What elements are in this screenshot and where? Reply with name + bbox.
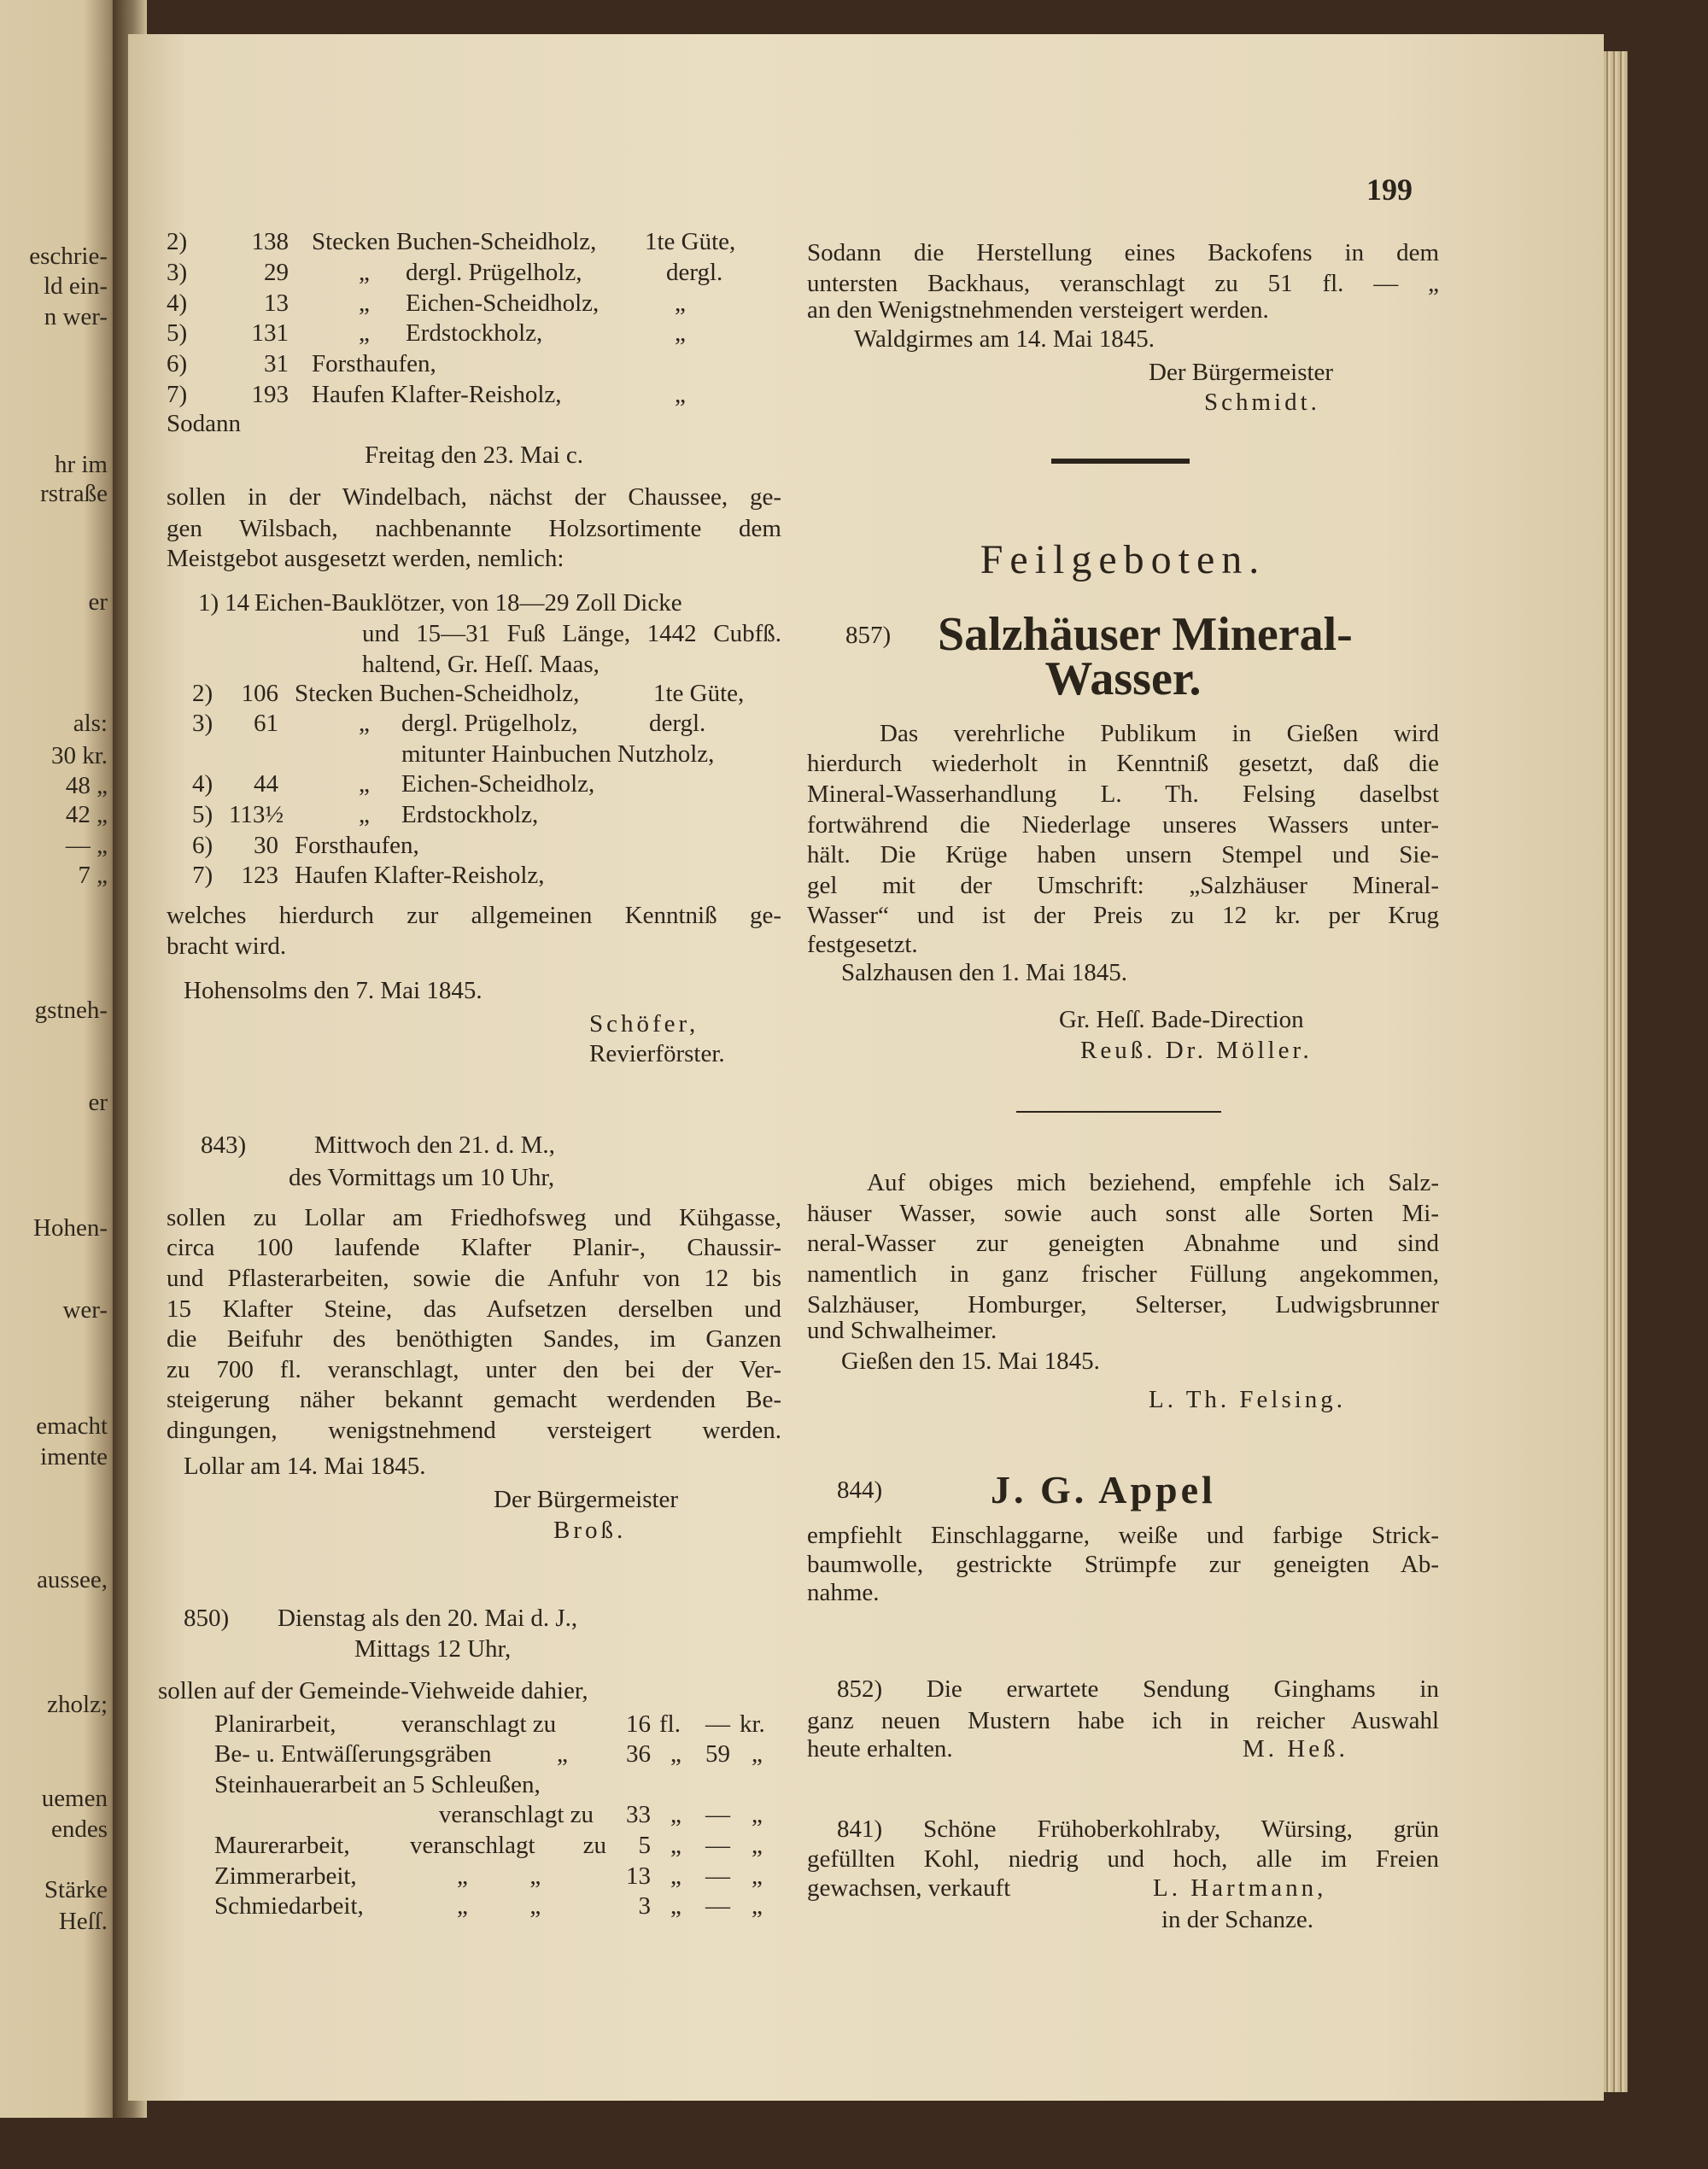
item-text: Eichen-Bauklötzer, von 18—29 Zoll Dicke — [254, 589, 682, 617]
fragment-line: imente — [40, 1443, 108, 1470]
place-date: Waldgirmes am 14. Mai 1845. — [854, 325, 1155, 353]
cost-unit: fl. — [659, 1710, 681, 1738]
cost-row-mid: veranschlagt zu — [410, 1832, 606, 1859]
text-line: bracht wird. — [167, 932, 287, 960]
item-quantity: 106 — [241, 680, 278, 707]
cost-unit: kr. — [740, 1710, 765, 1738]
text-line: ganz neuen Mustern habe ich in reicher Auswahl — [807, 1707, 1439, 1734]
cost-unit: „ — [752, 1832, 763, 1859]
item-quantity: 193 — [251, 381, 289, 408]
item-number: 5) — [167, 319, 188, 347]
text-line: Wasser“ und ist der Preis zu 12 kr. per Krug — [807, 902, 1439, 929]
fragment-line: endes — [50, 1815, 108, 1843]
cost-row-label: Steinhauerarbeit an 5 Schleußen, — [214, 1771, 541, 1798]
text-line: steigerung näher bekannt gemacht werdenden Be- — [167, 1386, 781, 1413]
text-line: Mineral-Wasserhandlung L. Th. Felsing daselbst — [807, 780, 1439, 808]
item-number: 2) — [192, 680, 214, 707]
place-date: Lollar am 14. Mai 1845. — [184, 1453, 426, 1480]
item-number: 7) — [167, 381, 188, 408]
cost-row-label: Zimmerarbeit, — [214, 1862, 357, 1890]
cost-unit: „ — [670, 1740, 681, 1768]
ditto-mark: „ — [359, 259, 370, 286]
text-line: an den Wenigstnehmenden versteigert werden. — [807, 296, 1269, 324]
cost-unit: „ — [670, 1892, 681, 1920]
signature-address: in der Schanze. — [1161, 1906, 1313, 1933]
item-text: dergl. Prügelholz, — [401, 710, 578, 737]
fragment-line: gstneh- — [34, 997, 108, 1024]
cost-unit: „ — [752, 1801, 763, 1828]
text-line: untersten Backhaus, veranschlagt zu 51 fl. — „ — [807, 270, 1439, 297]
item-text: Stecken Buchen-Scheidholz, — [312, 228, 597, 255]
text-line: welches hierdurch zur allgemeinen Kenntniß ge- — [167, 902, 781, 929]
item-grade: „ — [675, 289, 686, 317]
cost-unit: „ — [670, 1832, 681, 1859]
text-line: und Pflasterarbeiten, sowie die Anfuhr von 12 bis — [167, 1265, 781, 1292]
text-line: und Schwalheimer. — [807, 1317, 997, 1344]
item-number: 3) — [167, 259, 188, 286]
text-line: zu 700 fl. veranschlagt, unter den bei der Ver- — [167, 1356, 781, 1383]
cost-florin: 3 — [638, 1892, 651, 1920]
cost-row-mid: veranschlagt zu — [401, 1710, 557, 1738]
item-number: 6) — [167, 350, 188, 377]
signature: Schmidt. — [1204, 389, 1320, 416]
page-number: 199 — [1366, 172, 1413, 207]
text-line: haltend, Gr. Heſſ. Maas, — [362, 651, 600, 678]
place-date: Hohensolms den 7. Mai 1845. — [184, 977, 483, 1004]
signature-title: Gr. Heſſ. Bade-Direction — [1059, 1006, 1304, 1033]
cost-row-mid: veranschlagt zu — [438, 1801, 594, 1828]
item-grade: „ — [675, 381, 686, 408]
place-date: Salzhausen den 1. Mai 1845. — [841, 959, 1128, 986]
notice-number: 850) — [184, 1605, 230, 1632]
item-grade: „ — [675, 319, 686, 347]
fragment-line: 42 „ — [65, 801, 108, 828]
cost-row-mid: „ „ — [457, 1892, 541, 1920]
fragment-line: uemen — [41, 1785, 108, 1812]
signature: M. Heß. — [1243, 1735, 1348, 1763]
cost-row-label: Be- u. Entwäſſerungsgräben — [214, 1740, 492, 1768]
text-line: 15 Klafter Steine, das Aufsetzen derselben und — [167, 1295, 781, 1323]
fragment-line: emacht — [36, 1412, 108, 1440]
item-text: Erdstockholz, — [401, 801, 539, 828]
text-line: empfiehlt Einschlaggarne, weiße und farbige Strick- — [807, 1522, 1439, 1549]
item-grade: dergl. — [649, 710, 706, 737]
fragment-line: 30 kr. — [50, 742, 108, 769]
text-line: circa 100 laufende Klafter Planir-, Chaussir- — [167, 1234, 781, 1261]
cost-unit: „ — [752, 1862, 763, 1890]
left-page-fragment — [0, 0, 120, 2118]
cost-row-mid: „ — [557, 1740, 568, 1768]
ditto-mark: „ — [359, 801, 370, 828]
text-line: hierdurch wiederholt in Kenntniß gesetzt, daß die — [807, 750, 1439, 777]
text-line: namentlich in ganz frischer Füllung angekommen, — [807, 1260, 1439, 1288]
cost-florin: 36 — [626, 1740, 651, 1768]
item-number: 5) — [192, 801, 214, 828]
fragment-line: Stärke — [44, 1876, 108, 1903]
ditto-mark: „ — [359, 710, 370, 737]
cost-florin: 13 — [626, 1862, 651, 1890]
fragment-line: rstraße — [40, 480, 108, 507]
cost-unit: „ — [752, 1892, 763, 1920]
fragment-line: 7 „ — [78, 862, 108, 889]
ditto-mark: „ — [359, 289, 370, 317]
item-number: 4) — [167, 289, 188, 317]
fragment-line: Heſſ. — [58, 1908, 108, 1935]
text-line: sollen zu Lollar am Friedhofsweg und Kühgasse, — [167, 1204, 781, 1231]
cost-row-label: Maurerarbeit, — [214, 1832, 350, 1859]
item-quantity: 113½ — [229, 801, 284, 828]
text-line: nahme. — [807, 1579, 880, 1606]
item-text: Erdstockholz, — [406, 319, 543, 347]
text-line: gel mit der Umschrift: „Salzhäuser Mineral- — [807, 872, 1439, 899]
text-line: Salzhäuser, Homburger, Selterser, Ludwigsbrunner — [807, 1291, 1439, 1318]
cost-unit: „ — [670, 1862, 681, 1890]
signature-title: Der Bürgermeister — [1149, 359, 1334, 386]
text-line: gen Wilsbach, nachbenannte Holzsortimente dem — [167, 515, 781, 542]
signature: Reuß. Dr. Möller. — [1080, 1037, 1313, 1064]
section-title: Feilgeboten. — [980, 537, 1266, 582]
item-text: Eichen-Scheidholz, — [401, 770, 595, 798]
item-number: 2) — [167, 228, 188, 255]
text-line: Das verehrliche Publikum in Gießen wird — [880, 720, 1439, 747]
fragment-line: hr im — [54, 451, 108, 478]
fragment-line: wer- — [62, 1296, 108, 1324]
item-number: 7) — [192, 862, 214, 889]
item-text: Haufen Klafter-Reisholz, — [295, 862, 545, 889]
cost-row-mid: „ „ — [457, 1862, 541, 1890]
text-line: hält. Die Krüge haben unsern Stempel und Sie- — [807, 841, 1439, 868]
text-line: die Beifuhr des benöthigten Sandes, im Ganzen — [167, 1325, 781, 1353]
item-text: Forsthaufen, — [295, 832, 419, 859]
fragment-line: n wer- — [44, 303, 108, 330]
text-line: Sodann — [167, 410, 241, 437]
heading-line: des Vormittags um 10 Uhr, — [289, 1164, 555, 1191]
text-line: festgesetzt. — [807, 931, 918, 958]
item-quantity: 61 — [254, 710, 278, 737]
item-grade: 1te Güte, — [653, 680, 745, 707]
fragment-line: er — [88, 1089, 108, 1116]
cost-kreuzer: — — [705, 1892, 730, 1920]
fragment-line: zholz; — [47, 1691, 108, 1718]
text-line: gefüllten Kohl, niedrig und hoch, alle im Freien — [807, 1845, 1439, 1873]
section-divider — [1051, 459, 1190, 464]
signature: L. Hartmann, — [1153, 1874, 1327, 1902]
page-edges — [1604, 51, 1628, 2092]
cost-florin: 16 — [626, 1710, 651, 1738]
text-line: 841) Schöne Frühoberkohlraby, Würsing, grün — [837, 1815, 1439, 1843]
cost-kreuzer: — — [705, 1710, 730, 1738]
fragment-line: — „ — [65, 832, 108, 859]
item-quantity: 30 — [254, 832, 278, 859]
signature-title: Revierförster. — [589, 1040, 725, 1067]
item-number: 4) — [192, 770, 214, 798]
item-quantity: 31 — [264, 350, 289, 377]
cost-kreuzer: 59 — [705, 1740, 730, 1768]
item-text: Eichen-Scheidholz, — [406, 289, 600, 317]
text-line: heute erhalten. — [807, 1735, 953, 1763]
advert-title: Salzhäuser Mineral- — [938, 608, 1353, 661]
fragment-line: 48 „ — [65, 772, 108, 799]
cost-row-label: Planirarbeit, — [214, 1710, 336, 1738]
cost-row-label: Schmiedarbeit, — [214, 1892, 364, 1920]
item-text: Forsthaufen, — [312, 350, 436, 377]
cost-unit: „ — [752, 1740, 763, 1768]
item-quantity: 123 — [241, 862, 278, 889]
text-line: Sodann die Herstellung eines Backofens in dem — [807, 239, 1439, 266]
cost-kreuzer: — — [705, 1862, 730, 1890]
place-date: Gießen den 15. Mai 1845. — [841, 1348, 1100, 1375]
heading-line: Dienstag als den 20. Mai d. J., — [278, 1605, 578, 1632]
item-number: 3) — [192, 710, 214, 737]
text-line: fortwährend die Niederlage unseres Wassers unter- — [807, 811, 1439, 839]
fragment-line: eschrie- — [29, 243, 108, 270]
item-quantity: 131 — [251, 319, 289, 347]
fragment-line: er — [88, 588, 108, 616]
fragment-line: Hohen- — [33, 1214, 108, 1242]
notice-number: 843) — [201, 1131, 247, 1159]
advert-title: Wasser. — [1044, 652, 1202, 705]
item-quantity: 138 — [251, 228, 289, 255]
notice-number: 844) — [837, 1476, 883, 1504]
fragment-line: aussee, — [37, 1566, 108, 1593]
item-text: Haufen Klafter-Reisholz, — [312, 381, 562, 408]
text-line: und 15—31 Fuß Länge, 1442 Cubfß. — [362, 620, 781, 647]
text-line: häuser Wasser, sowie auch sonst alle Sorten Mi- — [807, 1200, 1439, 1227]
signature-title: Der Bürgermeister — [494, 1486, 679, 1513]
text-line: Auf obiges mich beziehend, empfehle ich Salz- — [867, 1169, 1439, 1196]
signature: Broß. — [553, 1517, 627, 1544]
divider — [1016, 1111, 1221, 1113]
text-line: 852) Die erwartete Sendung Ginghams in — [837, 1675, 1439, 1703]
cost-florin: 33 — [626, 1801, 651, 1828]
cost-kreuzer: — — [705, 1832, 730, 1859]
heading-line: Mittags 12 Uhr, — [354, 1635, 512, 1663]
text-line: dingungen, wenigstnehmend versteigert werden. — [167, 1417, 781, 1444]
text-line: baumwolle, gestrickte Strümpfe zur geneigten Ab- — [807, 1551, 1439, 1578]
cost-florin: 5 — [638, 1832, 651, 1859]
item-quantity: 29 — [264, 259, 289, 286]
notice-number: 857) — [845, 622, 892, 649]
heading-line: Mittwoch den 21. d. M., — [314, 1131, 555, 1159]
ditto-mark: „ — [359, 319, 370, 347]
item-grade: 1te Güte, — [645, 228, 736, 255]
text-line: sollen in der Windelbach, nächst der Chaussee, ge- — [167, 483, 781, 511]
item-quantity: 13 — [264, 289, 289, 317]
text-line: neral-Wasser zur geneigten Abnahme und sind — [807, 1230, 1439, 1257]
text-line: gewachsen, verkauft — [807, 1874, 1011, 1902]
fragment-line: ld ein- — [44, 272, 108, 300]
item-text: Stecken Buchen-Scheidholz, — [295, 680, 580, 707]
item-grade: dergl. — [666, 259, 723, 286]
text-line: mitunter Hainbuchen Nutzholz, — [401, 740, 715, 768]
ditto-mark: „ — [359, 770, 370, 798]
fragment-line: als: — [73, 710, 108, 737]
signature: Schöfer, — [589, 1010, 699, 1038]
item-quantity: 14 — [225, 589, 249, 617]
advert-title: J. G. Appel — [991, 1468, 1216, 1511]
item-quantity: 44 — [254, 770, 278, 798]
cost-kreuzer: — — [705, 1801, 730, 1828]
date-line: Freitag den 23. Mai c. — [364, 441, 584, 469]
signature: L. Th. Felsing. — [1149, 1386, 1347, 1413]
cost-unit: „ — [670, 1801, 681, 1828]
item-number: 6) — [192, 832, 214, 859]
text-line: Meistgebot ausgesetzt werden, nemlich: — [167, 545, 564, 572]
item-text: dergl. Prügelholz, — [406, 259, 582, 286]
item-number: 1) — [198, 589, 219, 617]
text-line: sollen auf der Gemeinde-Viehweide dahier, — [158, 1677, 588, 1704]
